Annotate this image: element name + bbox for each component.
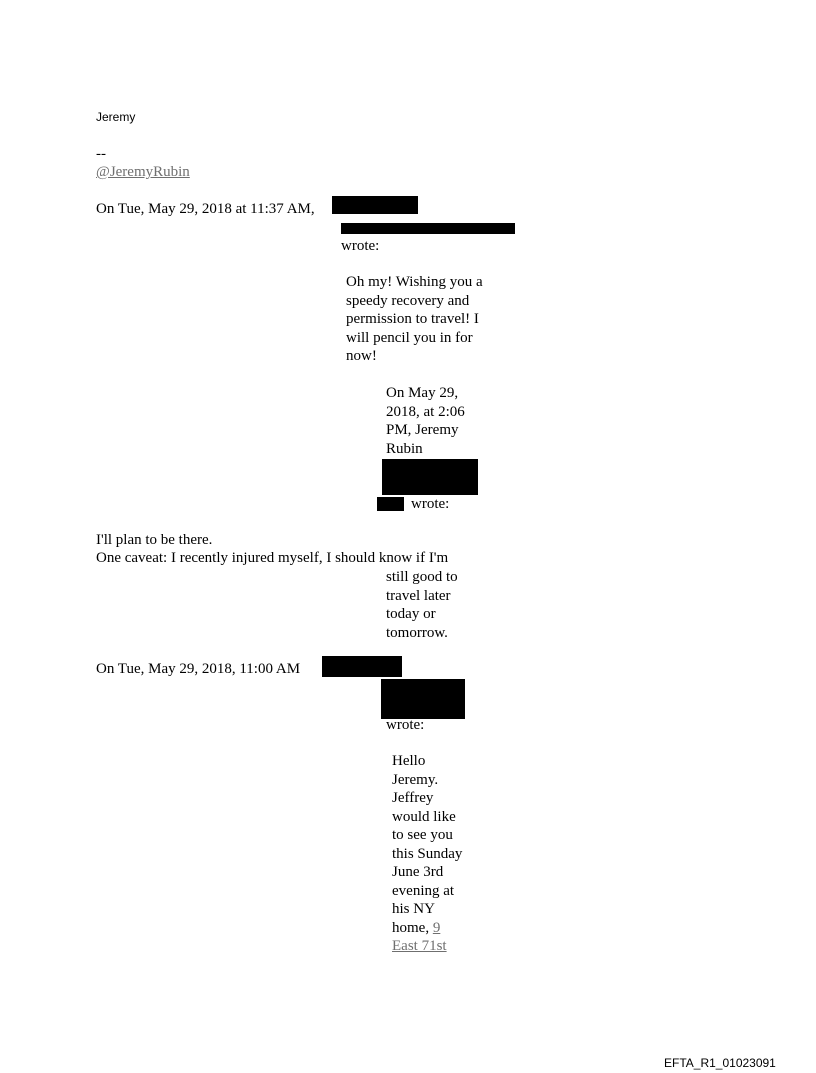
reply2-header-line: PM, Jeremy [386,422,459,438]
reply3-body-line: would like [392,808,456,825]
reply3-body-line: Hello [392,753,426,769]
reply2-body-line: tomorrow. [386,624,448,641]
reply2-body-line: One caveat: I recently injured myself, I should know if I'm [96,550,449,566]
reply2-body-line: travel later [386,587,451,604]
reply3-body-line-with-link [392,919,462,938]
reply1-wrote: wrote: [341,238,380,254]
signature-name: Jeremy [96,110,136,124]
reply3-body-line: evening at [392,882,455,899]
address-link[interactable]: 9 [432,919,441,936]
redaction-block [377,497,404,511]
reply2-body-line: still good to [386,569,458,585]
reply2-header-line: 2018, at 2:06 [386,403,465,420]
reply1-body-line: Oh my! Wishing you a [346,274,483,290]
reply2-header-line: On May 29, [386,385,459,401]
redaction-block [332,196,418,214]
reply3-body [392,752,462,956]
twitter-handle-link[interactable]: @JeremyRubin [96,164,190,180]
reply1-body-line: permission to travel! I [346,311,479,327]
reply3-body-line: Jeffrey [392,790,434,806]
reply3-body-line: June 3rd [392,864,444,880]
reply2-header-line: Rubin [386,440,423,457]
redaction-block [381,679,465,719]
reply2-body-continuation [386,568,458,642]
reply3-body-line: to see you [392,827,453,843]
reply1-body-line: now! [346,348,377,364]
signature-dashes: -- [96,146,106,162]
reply1-body [346,273,483,366]
reply3-body-line: his NY [392,901,435,917]
reply2-header [386,384,465,458]
redaction-block [322,656,402,677]
reply3-body-line: Jeremy. [392,771,439,788]
reply3-body-line: this Sunday [392,845,463,862]
redaction-block [382,459,478,495]
reply3-body-text: home, [392,919,430,936]
reply2-body-line: I'll plan to be there. [96,532,213,548]
reply3-header: On Tue, May 29, 2018, 11:00 AM [96,661,301,677]
redaction-block [341,223,515,234]
document-id: EFTA_R1_01023091 [664,1056,776,1070]
reply3-wrote: wrote: [386,717,425,733]
reply1-body-line: will pencil you in for [346,329,473,346]
reply2-body-line: today or [386,606,436,622]
reply3-address-line [392,937,462,956]
reply1-body-line: speedy recovery and [346,292,470,309]
reply1-header: On Tue, May 29, 2018 at 11:37 AM, [96,201,315,217]
reply2-wrote: wrote: [411,496,450,512]
address-link[interactable]: East 71st [392,938,447,954]
